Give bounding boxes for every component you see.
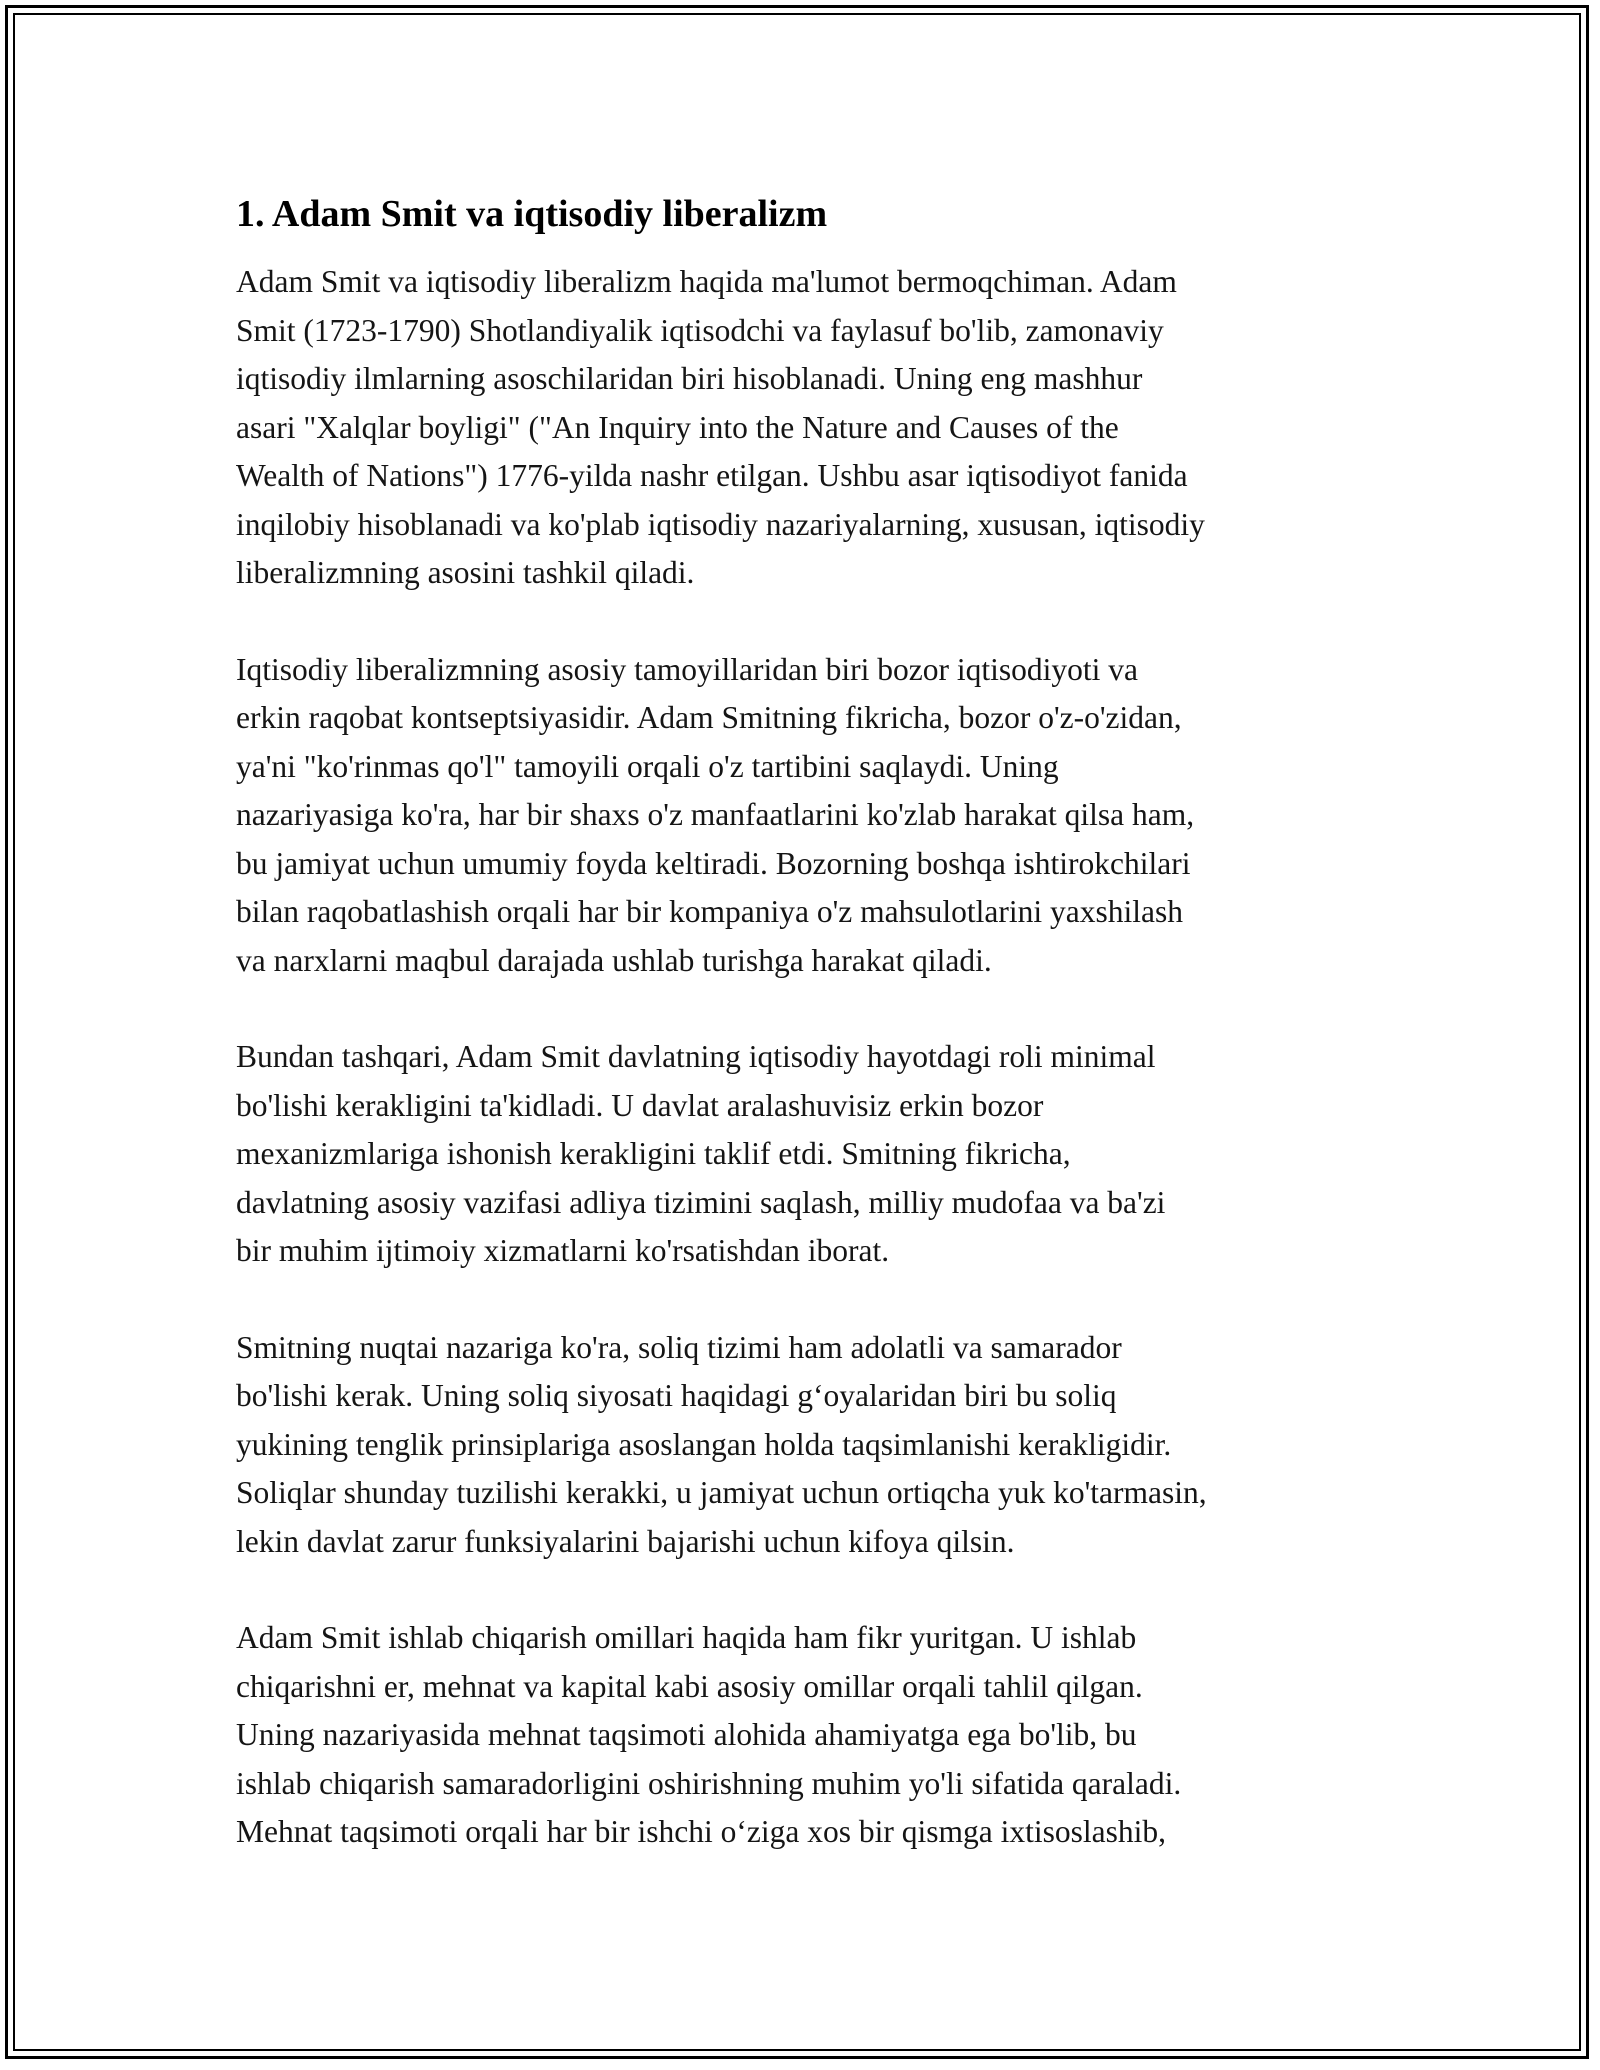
- document-body: [236, 186, 1386, 1905]
- paragraph-3: Bundan tashqari, Adam Smit davlatning iqtisodiy hayotdagi roli minimal bo'lishi kerakligini ta'kidladi. U davlat aralashuvisiz erkin bozor mexanizmlariga ishonish kerakligini taklif etdi. Smitning fikricha, davlatning asosiy vazifasi adliya tizimini saqlash, milliy mudofaa va ba'zi bir muhim ijtimoiy xizmatlarni ko'rsatishdan iborat.: [236, 1039, 1166, 1268]
- paragraph-1: Adam Smit va iqtisodiy liberalizm haqida ma'lumot bermoqchiman. Adam Smit (1723-1790) Shotlandiyalik iqtisodchi va faylasuf bo'lib, zamonaviy iqtisodiy ilmlarning asoschilaridan biri hisoblanadi. Uning eng mashhur asari "Xalqlar boyligi" ("An Inquiry into the Nature and Causes of the Wealth of Nations") 1776-yilda nashr etilgan. Ushbu asar iqtisodiyot fanida inqilobiy hisoblanadi va ko'plab iqtisodiy nazariyalarning, xususan, iqtisodiy liberalizmning asosini tashkil qiladi.: [236, 264, 1205, 590]
- paragraph-5: Adam Smit ishlab chiqarish omillari haqida ham fikr yuritgan. U ishlab chiqarishni er, mehnat va kapital kabi asosiy omillar orqali tahlil qilgan. Uning nazariyasida mehnat taqsimoti alohida ahamiyatga ega bo'lib, bu ishlab chiqarish samaradorligini oshirishning muhim yo'li sifatida qaraladi. Mehnat taqsimoti orqali har bir ishchi o‘ziga xos bir qismga ixtisoslashib,: [236, 1620, 1182, 1849]
- paragraph-2: Iqtisodiy liberalizmning asosiy tamoyillaridan biri bozor iqtisodiyoti va erkin raqobat kontseptsiyasidir. Adam Smitning fikricha, bozor o'z-o'zidan, ya'ni "ko'rinmas qo'l" tamoyili orqali o'z tartibini saqlaydi. Uning nazariyasiga ko'ra, har bir shaxs o'z manfaatlarini ko'zlab harakat qilsa ham, bu jamiyat uchun umumiy foyda keltiradi. Bozorning boshqa ishtirokchilari bilan raqobatlashish orqali har bir kompaniya o'z mahsulotlarini yaxshilash va narxlarni maqbul darajada ushlab turishga harakat qiladi.: [236, 651, 1195, 978]
- paragraph-4: Smitning nuqtai nazariga ko'ra, soliq tizimi ham adolatli va samarador bo'lishi kerak. Uning soliq siyosati haqidagi g‘oyalaridan biri bu soliq yukining tenglik prinsiplariga asoslangan holda taqsimlanishi kerakligidir. Soliqlar shunday tuzilishi kerakki, u jamiyat uchun ortiqcha yuk ko'tarmasin, lekin davlat zarur funksiyalarini bajarishi uchun kifoya qilsin.: [236, 1329, 1207, 1559]
- section-heading: 1. Adam Smit va iqtisodiy liberalizm: [236, 193, 828, 235]
